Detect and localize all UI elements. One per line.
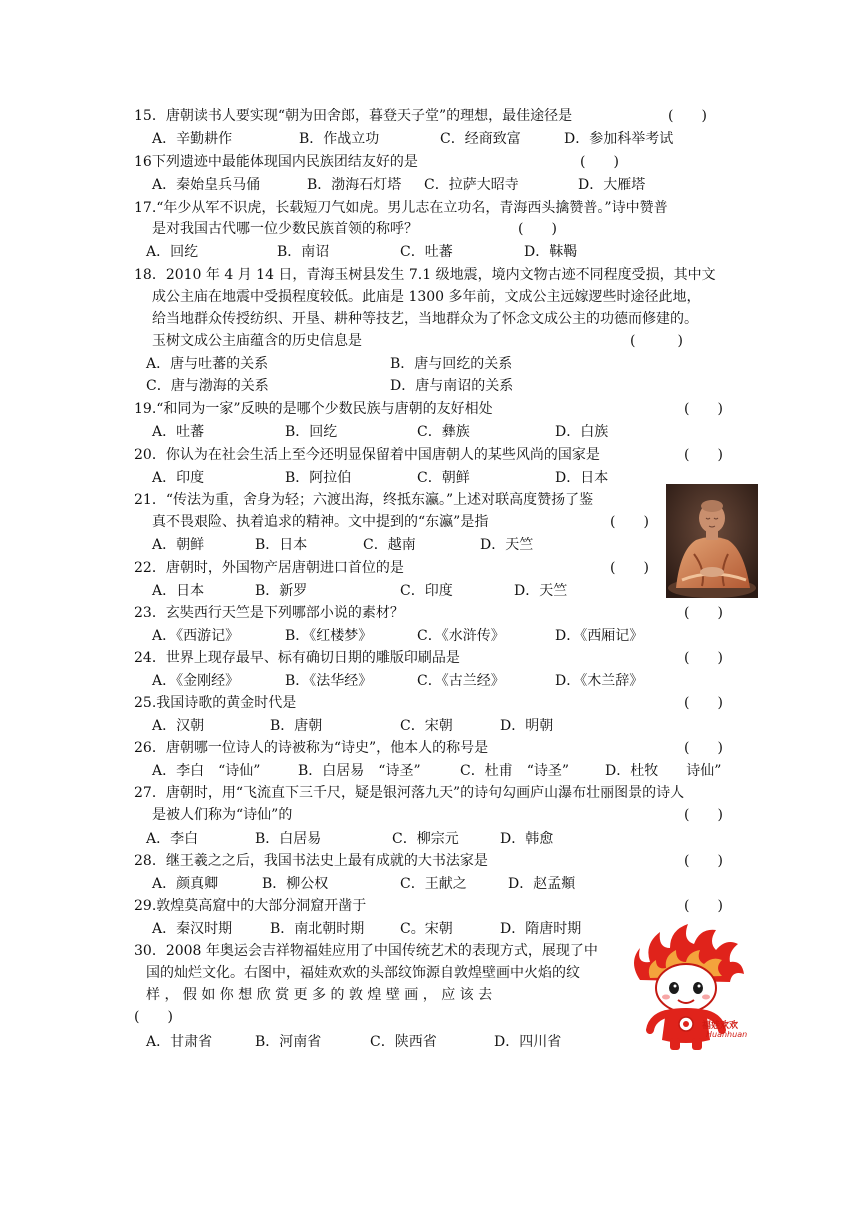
q25-option-a[interactable]: A．汉朝 [152,718,205,734]
q30-stem: 30．2008 年奥运会吉祥物福娃应用了中国传统艺术的表现方式，展现了中 [134,943,598,959]
q27-stem-line2: 是被人们称为“诗仙”的 [152,807,293,823]
q26-stem: 26．唐朝哪一位诗人的诗被称为“诗史”，他本人的称号是 [134,740,489,756]
q17-stem: 17.“年少从军不识虎，长载短刀气如虎。男儿志在立功名，青海西头擒赞普。”诗中赞普 [134,200,668,216]
q18-stem-line2: 成公主庙在地震中受损程度较低。此庙是 1300 多年前，文成公主远嫁逻些时途径此地， [152,289,701,305]
q20-option-d[interactable]: D．日本 [555,470,609,486]
q25-option-c[interactable]: C．宋朝 [400,718,453,734]
q17-option-b[interactable]: B．南诏 [277,244,330,260]
q24-option-b[interactable]: B．《法华经》 [285,673,373,689]
q19-option-a[interactable]: A．吐蕃 [152,424,205,440]
q15-answer-paren[interactable]: ( ) [668,108,707,124]
q29-answer-paren[interactable]: ( ) [684,898,723,914]
q18-stem-line4: 玉树文成公主庙蕴含的历史信息是 [152,333,362,349]
q29-option-b[interactable]: B．南北朝时期 [270,921,365,937]
q16-option-d[interactable]: D．大雁塔 [578,177,646,193]
q24-option-a[interactable]: A．《金刚经》 [152,673,240,689]
q30-option-d[interactable]: D．四川省 [494,1034,562,1050]
q26-option-a[interactable]: A．李白 “诗仙” [152,763,261,779]
q15-stem: 15．唐朝读书人要实现“朝为田舍郎，暮登天子堂”的理想，最佳途径是 [134,108,573,124]
q23-stem: 23．玄奘西行天竺是下列哪部小说的素材？ [134,605,404,621]
q20-answer-paren[interactable]: ( ) [684,447,723,463]
q28-option-b[interactable]: B．柳公权 [262,876,329,892]
q18-option-a[interactable]: A．唐与吐蕃的关系 [146,356,269,372]
q16-stem: 16下列遗迹中最能体现国内民族团结友好的是 [134,154,418,170]
q28-option-a[interactable]: A．颜真卿 [152,876,219,892]
q30-stem-line2: 国的灿烂文化。右图中，福娃欢欢的头部纹饰源自敦煌壁画中火焰的纹 [146,965,580,981]
q22-option-a[interactable]: A．日本 [152,583,205,599]
q25-answer-paren[interactable]: ( ) [684,695,723,711]
jianzhen-statue-image [666,484,758,598]
q25-stem: 25.我国诗歌的黄金时代是 [134,695,297,711]
q15-option-d[interactable]: D．参加科举考试 [564,131,674,147]
q30-option-c[interactable]: C．陕西省 [370,1034,437,1050]
q18-option-c[interactable]: C．唐与渤海的关系 [146,378,269,394]
q15-option-a[interactable]: A．辛勤耕作 [152,131,233,147]
q24-answer-paren[interactable]: ( ) [684,650,723,666]
q27-option-d[interactable]: D．韩愈 [500,831,554,847]
q29-option-d[interactable]: D．隋唐时期 [500,921,582,937]
q23-option-d[interactable]: D．《西厢记》 [555,628,644,644]
q21-option-b[interactable]: B．日本 [255,537,308,553]
q22-answer-paren[interactable]: ( ) [610,560,649,576]
q18-stem-line3: 给当地群众传授纺织、开垦、耕种等技艺，当地群众为了怀念文成公主的功德而修建的。 [152,311,698,327]
q16-option-b[interactable]: B．渤海石灯塔 [307,177,402,193]
q30-stem-line3: 样 ， 假 如 你 想 欣 赏 更 多 的 敦 煌 壁 画 ， 应 该 去 [146,987,493,1003]
q22-option-c[interactable]: C．印度 [400,583,453,599]
q18-stem: 18．2010 年 4 月 14 日，青海玉树县发生 7.1 级地震，境内文物古迹不同程度受损，其中文 [134,267,716,283]
q22-option-d[interactable]: D．天竺 [514,583,568,599]
q20-stem: 20．你认为在社会生活上至今还明显保留着中国唐朝人的某些风尚的国家是 [134,447,600,463]
q27-option-b[interactable]: B．白居易 [255,831,322,847]
q23-option-c[interactable]: C．《水浒传》 [417,628,505,644]
q21-stem-line2: 真不畏艰险、执着追求的精神。文中提到的“东瀛”是指 [152,514,489,530]
q23-option-b[interactable]: B．《红楼梦》 [285,628,373,644]
fuwa-caption: 福娃欢欢 [702,1021,739,1031]
q30-option-b[interactable]: B．河南省 [255,1034,322,1050]
q26-option-c[interactable]: C．杜甫 “诗圣” [460,763,570,779]
q27-option-a[interactable]: A．李白 [146,831,199,847]
q21-option-c[interactable]: C．越南 [363,537,416,553]
q27-answer-paren[interactable]: ( ) [684,807,723,823]
q24-stem: 24．世界上现存最早、标有确切日期的雕版印刷品是 [134,650,460,666]
q17-stem-line2: 是对我国古代哪一位少数民族首领的称呼？ [152,221,418,237]
q26-option-b[interactable]: B．白居易 “诗圣” [298,763,421,779]
q16-option-c[interactable]: C．拉萨大昭寺 [424,177,519,193]
q16-option-a[interactable]: A．秦始皇兵马俑 [152,177,261,193]
q28-stem: 28．继王羲之之后，我国书法史上最有成就的大书法家是 [134,853,488,869]
q25-option-d[interactable]: D．明朝 [500,718,554,734]
q27-option-c[interactable]: C．柳宗元 [392,831,459,847]
q19-answer-paren[interactable]: ( ) [684,401,723,417]
q19-option-b[interactable]: B．回纥 [285,424,338,440]
q19-option-d[interactable]: D．白族 [555,424,609,440]
q18-option-d[interactable]: D．唐与南诏的关系 [390,378,514,394]
fuwa-caption-en: Huanhuan [706,1030,748,1039]
q21-stem: 21．“传法为重，舍身为轻；六渡出海，终抵东瀛。”上述对联高度赞扬了鉴 [134,492,594,508]
fuwa-huanhuan-image [626,922,754,1052]
q18-answer-paren[interactable]: ( ) [630,333,683,349]
q17-option-a[interactable]: A．回纥 [146,244,199,260]
q16-answer-paren[interactable]: ( ) [580,154,619,170]
q21-option-d[interactable]: D．天竺 [480,537,534,553]
q21-option-a[interactable]: A．朝鲜 [152,537,205,553]
q20-option-b[interactable]: B．阿拉伯 [285,470,352,486]
q28-option-d[interactable]: D．赵孟頫 [508,876,576,892]
q17-answer-paren[interactable]: ( ) [518,221,557,237]
q29-option-c[interactable]: C。宋朝 [400,921,453,937]
q15-option-c[interactable]: C．经商致富 [440,131,521,147]
q15-option-b[interactable]: B．作战立功 [299,131,380,147]
q30-answer-paren[interactable]: ( ) [134,1009,173,1025]
q28-option-c[interactable]: C．王献之 [400,876,467,892]
q27-stem: 27．唐朝时，用“飞流直下三千尺，疑是银河落九天”的诗句勾画庐山瀑布壮丽图景的诗人 [134,785,685,801]
q19-stem: 19.“和同为一家”反映的是哪个少数民族与唐朝的友好相处 [134,401,493,417]
q19-option-c[interactable]: C．彝族 [417,424,470,440]
q26-option-d[interactable]: D．杜牧 诗仙” [605,763,722,779]
q23-answer-paren[interactable]: ( ) [684,605,723,621]
q26-answer-paren[interactable]: ( ) [684,740,723,756]
q28-answer-paren[interactable]: ( ) [684,853,723,869]
q29-stem: 29.敦煌莫高窟中的大部分洞窟开凿于 [134,898,367,914]
q30-option-a[interactable]: A．甘肃省 [146,1034,213,1050]
q17-option-d[interactable]: D．靺鞨 [524,244,578,260]
q21-answer-paren[interactable]: ( ) [610,514,649,530]
q24-option-c[interactable]: C．《古兰经》 [417,673,505,689]
q20-option-a[interactable]: A．印度 [152,470,205,486]
q25-option-b[interactable]: B．唐朝 [270,718,323,734]
q23-option-a[interactable]: A．《西游记》 [152,628,240,644]
q22-option-b[interactable]: B．新罗 [255,583,308,599]
q22-stem: 22．唐朝时，外国物产居唐朝进口首位的是 [134,560,404,576]
q18-option-b[interactable]: B．唐与回纥的关系 [390,356,513,372]
q20-option-c[interactable]: C．朝鲜 [417,470,470,486]
q24-option-d[interactable]: D．《木兰辞》 [555,673,644,689]
q29-option-a[interactable]: A．秦汉时期 [152,921,233,937]
q17-option-c[interactable]: C．吐蕃 [400,244,453,260]
